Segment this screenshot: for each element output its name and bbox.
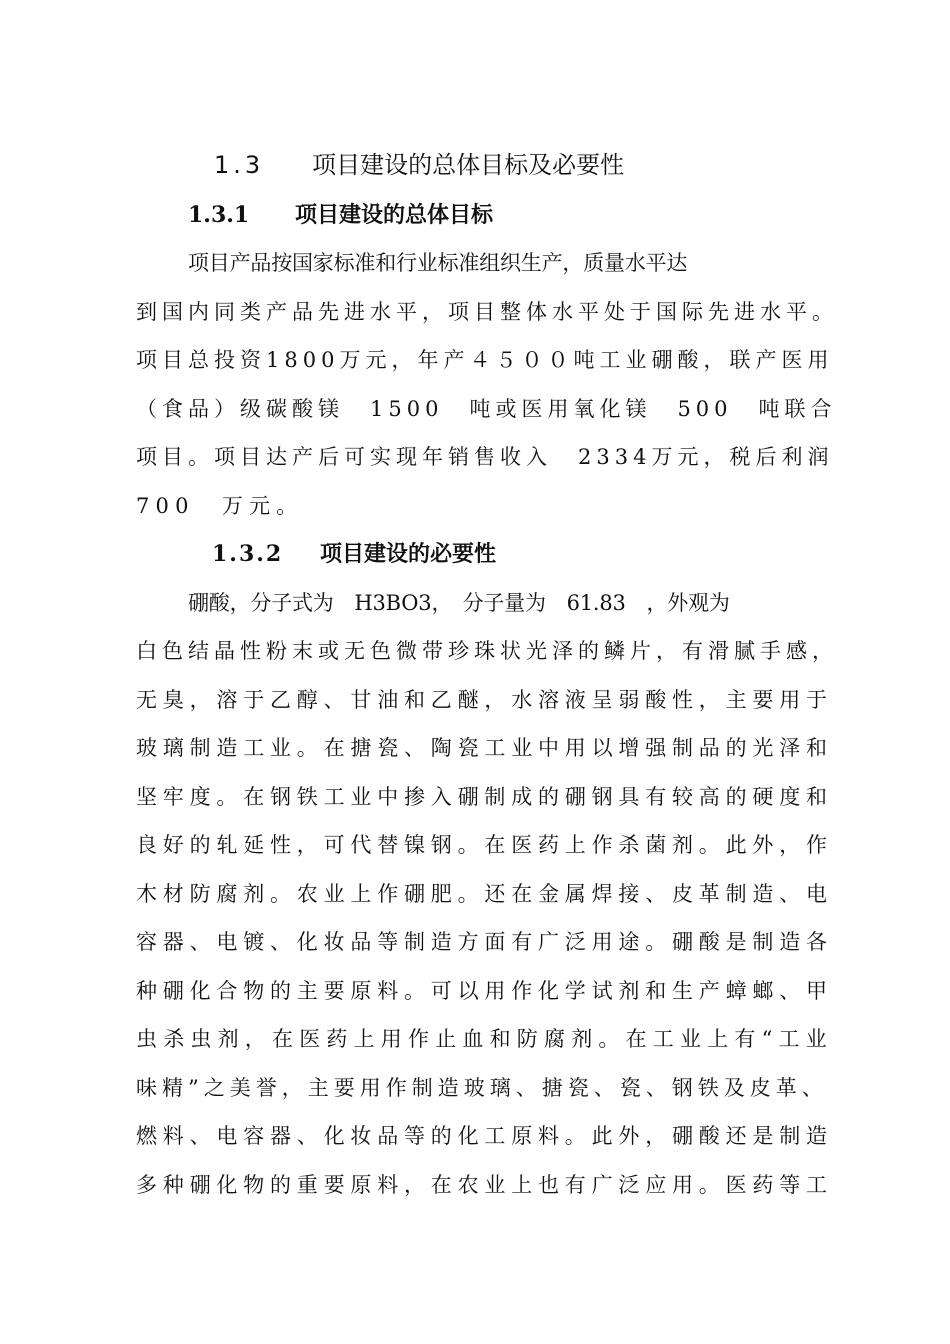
paragraph-line: 木材防腐剂。农业上作硼肥。还在金属焊接、皮革制造、电 [136, 882, 833, 906]
paragraph-line: 燃料、电容器、化妆品等的化工原料。此外，硼酸还是制造 [136, 1124, 833, 1148]
paragraph-line: 项目产品按国家标准和行业标准组织生产，质量水平达 [188, 251, 688, 275]
section-title: 项目建设的总体目标 [295, 202, 494, 228]
paragraph-line: 700 万元。 [136, 494, 304, 518]
section-number: 1.3.1 [188, 202, 250, 228]
section-number: 1.3 [214, 151, 265, 179]
section-heading-1-3 [214, 148, 624, 182]
paragraph-line: 项目。项目达产后可实现年销售收入 2334万元，税后利润 [136, 445, 834, 469]
paragraph-line: 虫杀虫剂，在医药上用作止血和防腐剂。在工业上有“工业 [136, 1027, 833, 1051]
paragraph-line: 味精”之美誉，主要用作制造玻璃、搪瓷、瓷、钢铁及皮革、 [136, 1076, 828, 1100]
paragraph-line: 容器、电镀、化妆品等制造方面有广泛用途。硼酸是制造各 [136, 930, 833, 954]
section-heading-1-3-1 [188, 199, 493, 231]
paragraph-line: 玻璃制造工业。在搪瓷、陶瓷工业中用以增强制品的光泽和 [136, 736, 833, 760]
paragraph-line: 无臭，溶于乙醇、甘油和乙醚，水溶液呈弱酸性，主要用于 [136, 688, 833, 712]
paragraph-line: 多种硼化物的重要原料，在农业上也有广泛应用。医药等工 [136, 1173, 833, 1197]
section-number: 1.3.2 [212, 541, 284, 567]
paragraph-line: 到国内同类产品先进水平，项目整体水平处于国际先进水平。 [136, 300, 838, 324]
paragraph-line: 良好的轧延性，可代替镍钢。在医药上作杀菌剂。此外，作 [136, 833, 833, 857]
section-title: 项目建设的必要性 [320, 541, 497, 567]
paragraph-line: 种硼化合物的主要原料。可以用作化学试剂和生产蟑螂、甲 [136, 979, 833, 1003]
paragraph-line: 硼酸，分子式为 H3BO3， 分子量为 61.83 ，外观为 [188, 591, 730, 615]
paragraph-line: 项目总投资1800万元，年产４５００吨工业硼酸，联产医用 [136, 348, 834, 372]
section-title: 项目建设的总体目标及必要性 [312, 151, 625, 179]
paragraph-line: 坚牢度。在钢铁工业中掺入硼制成的硼钢具有较高的硬度和 [136, 785, 833, 809]
section-heading-1-3-2 [212, 538, 496, 570]
paragraph-line: 白色结晶性粉末或无色微带珍珠状光泽的鳞片，有滑腻手感， [136, 639, 838, 663]
paragraph-line: （食品）级碳酸镁 1500 吨或医用氧化镁 500 吨联合 [136, 397, 837, 421]
